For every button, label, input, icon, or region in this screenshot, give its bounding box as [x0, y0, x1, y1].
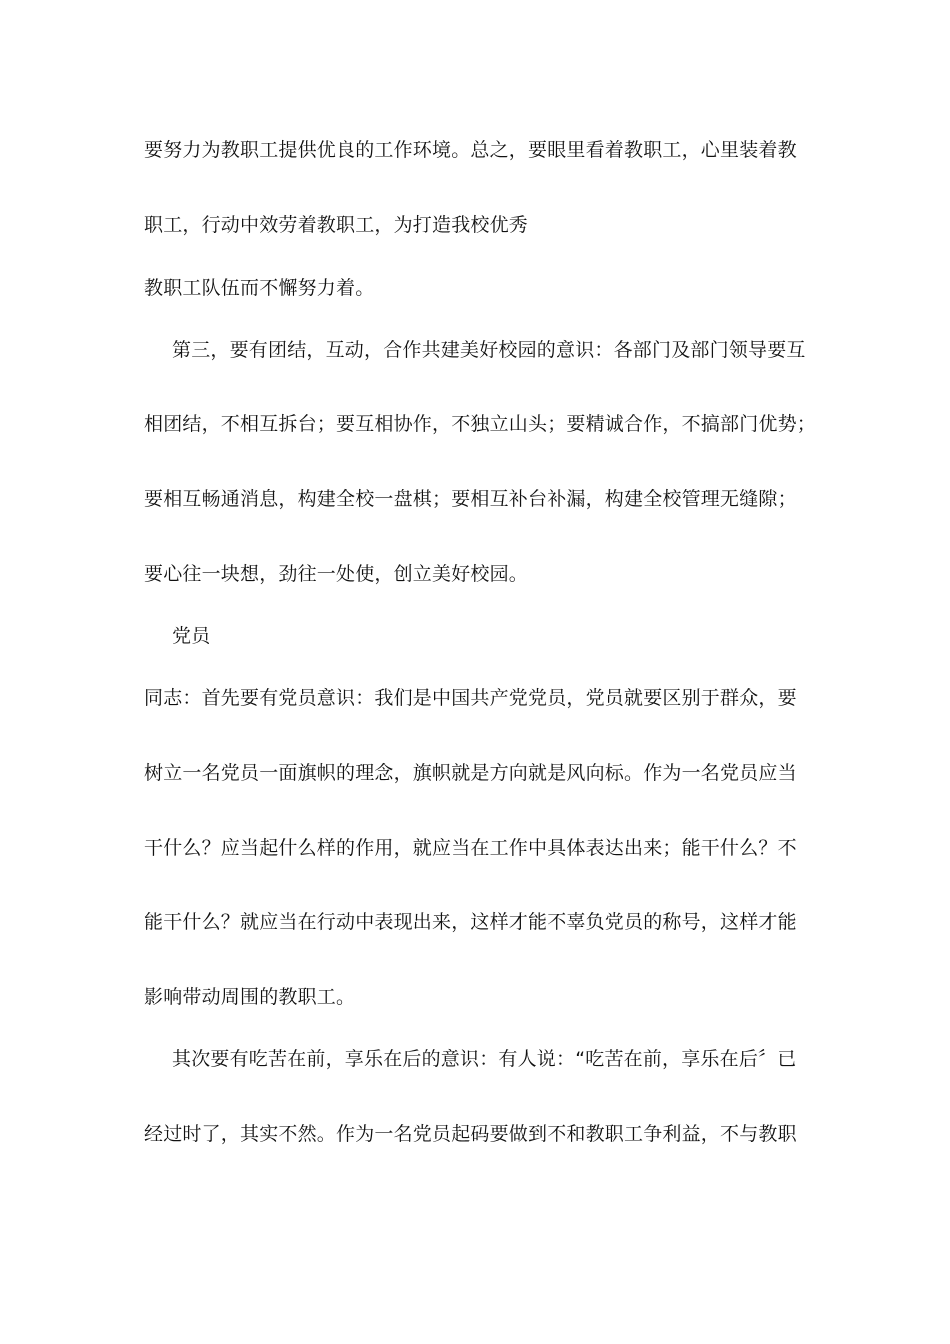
- text-line: 同志：首先要有党员意识：我们是中国共产党党员，党员就要区别于群众，要: [144, 687, 797, 709]
- text-line: 职工，行动中效劳着教职工，为打造我校优秀: [144, 214, 529, 236]
- text-line: 能干什么？就应当在行动中表现出来，这样才能不辜负党员的称号，这样才能: [144, 911, 797, 933]
- text-line: 经过时了，其实不然。作为一名党员起码要做到不和教职工争利益，不与教职: [144, 1123, 797, 1145]
- paragraph-start-line: 第三，要有团结，互动，合作共建美好校园的意识：各部门及部门领导要互: [172, 339, 806, 361]
- text-line: 要心往一块想，劲往一处使，创立美好校园。: [144, 563, 529, 585]
- paragraph-start-line: 党员: [172, 625, 211, 647]
- text-line: 干什么？应当起什么样的作用，就应当在工作中具体表达出来；能干什么？不: [144, 837, 797, 859]
- text-line: 影响带动周围的教职工。: [144, 986, 356, 1008]
- text-line: 相团结，不相互拆台；要互相协作，不独立山头；要精诚合作，不搞部门优势；: [144, 413, 817, 435]
- paragraph-start-line: 其次要有吃苦在前，享乐在后的意识：有人说：“吃苦在前，享乐在后〞已: [172, 1048, 797, 1070]
- text-line: 树立一名党员一面旗帜的理念，旗帜就是方向就是风向标。作为一名党员应当: [144, 762, 797, 784]
- text-line: 教职工队伍而不懈努力着。: [144, 277, 375, 299]
- text-line: 要努力为教职工提供优良的工作环境。总之，要眼里看着教职工，心里装着教: [144, 139, 797, 161]
- text-line: 要相互畅通消息，构建全校一盘棋；要相互补台补漏，构建全校管理无缝隙；: [144, 488, 797, 510]
